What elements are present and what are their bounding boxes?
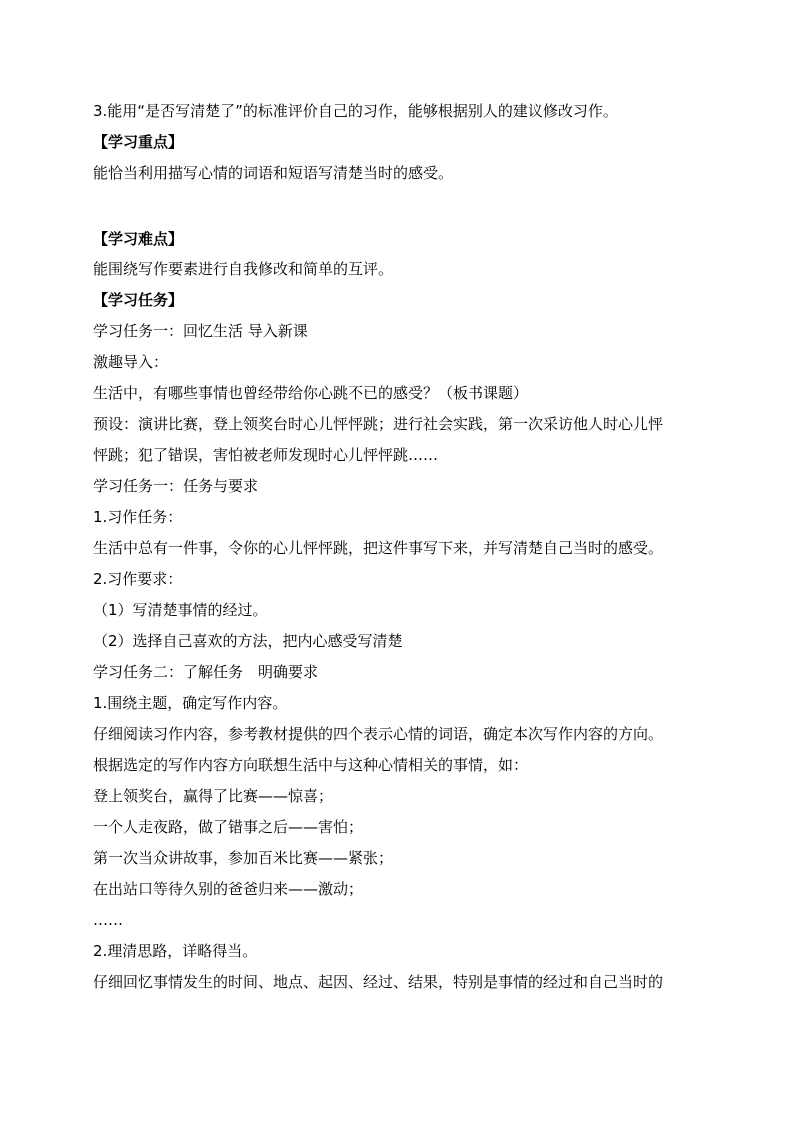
example-ellipsis: …… [93, 911, 123, 929]
example-surprise: 登上领奖台，赢得了比赛——惊喜； [93, 787, 334, 805]
difficulties-text: 能围绕写作要素进行自我修改和简单的互评。 [93, 260, 394, 278]
requirement-2: （2）选择自己喜欢的方法，把内心感受写清楚 [93, 632, 403, 650]
intro-question: 生活中，有哪些事情也曾经带给你心跳不已的感受？（板书课题） [93, 384, 529, 402]
intro-label: 激趣导入： [93, 353, 169, 371]
heading-difficulties: 【学习难点】 [93, 230, 184, 248]
step-2-text: 仔细回忆事情发生的时间、地点、起因、经过、结果，特别是事情的经过和自己当时的 [93, 973, 664, 991]
writing-task-text: 生活中总有一件事，令你的心儿怦怦跳，把这件事写下来，并写清楚自己当时的感受。 [93, 539, 664, 557]
task-1-title: 学习任务一：回忆生活 导入新课 [93, 322, 308, 340]
example-excited: 在出站口等待久别的爸爸归来——激动； [93, 880, 364, 898]
heading-tasks: 【学习任务】 [93, 291, 184, 309]
example-fear: 一个人走夜路，做了错事之后——害怕； [93, 818, 364, 836]
task-2-title: 学习任务二：了解任务 明确要求 [93, 663, 319, 681]
preset-line-2: 怦跳；犯了错误，害怕被老师发现时心儿怦怦跳…… [93, 446, 439, 464]
preset-line-1: 预设：演讲比赛，登上领奖台时心儿怦怦跳；进行社会实践，第一次采访他人时心儿怦 [93, 415, 664, 433]
key-points-text: 能恰当利用描写心情的词语和短语写清楚当时的感受。 [93, 164, 454, 182]
writing-requirements-label: 2.习作要求： [93, 570, 183, 588]
heading-key-points: 【学习重点】 [93, 133, 184, 151]
requirement-1: （1）写清楚事情的经过。 [93, 601, 268, 619]
example-nervous: 第一次当众讲故事，参加百米比赛——紧张； [93, 849, 394, 867]
step-2-title: 2.理清思路，详略得当。 [93, 942, 258, 960]
step-1-text: 仔细阅读习作内容，参考教材提供的四个表示心情的词语，确定本次写作内容的方向。 [93, 725, 664, 743]
task-1-requirements-title: 学习任务一：任务与要求 [93, 477, 259, 495]
objective-3: 3.能用“是否写清楚了”的标准评价自己的习作，能够根据别人的建议修改习作。 [93, 102, 618, 120]
step-1-title: 1.围绕主题，确定写作内容。 [93, 694, 288, 712]
writing-task-label: 1.习作任务： [93, 508, 183, 526]
step-1-association: 根据选定的写作内容方向联想生活中与这种心情相关的事情，如： [93, 756, 529, 774]
